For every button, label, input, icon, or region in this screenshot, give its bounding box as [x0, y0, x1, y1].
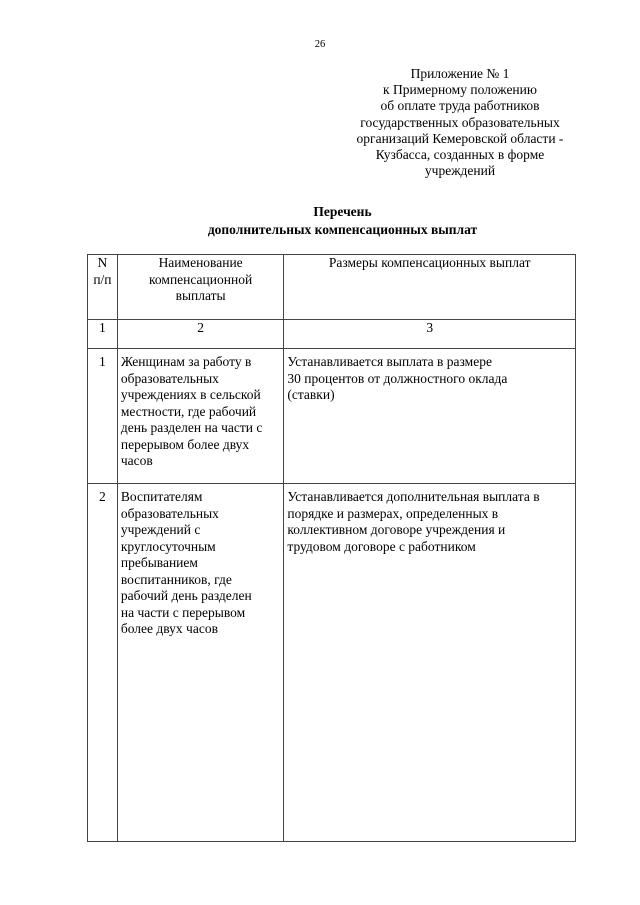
- column-number: 1: [88, 320, 118, 349]
- header-number: N п/п: [88, 255, 118, 320]
- appendix-line: государственных образовательных: [360, 114, 560, 130]
- page-number: 26: [314, 39, 326, 50]
- appendix-line: об оплате труда работников: [380, 98, 540, 114]
- table-row: [88, 484, 576, 842]
- payment-name: Воспитателям образовательных учреждений с круглосуточным пребыванием воспитанников, где рабочий день разделен на части с перерывом более двух часов: [117, 484, 284, 842]
- appendix-line: Приложение № 1: [410, 66, 510, 81]
- payment-name: Женщинам за работу в образовательных учреждениях в сельской местности, где рабочий день разделен на части с перерывом более двух часов: [117, 349, 284, 484]
- title-line-1: Перечень: [313, 204, 372, 219]
- title-line-2: дополнительных компенсационных выплат: [207, 222, 478, 237]
- table-header-row: [88, 255, 576, 320]
- appendix-line: Кузбасса, созданных в форме: [375, 147, 545, 163]
- payment-size: Устанавливается выплата в размере 30 процентов от должностного оклада (ставки): [284, 349, 576, 484]
- appendix-line: организаций Кемеровской области -: [356, 130, 564, 146]
- column-number: 3: [284, 320, 576, 349]
- table-row: [88, 349, 576, 484]
- column-number-row: [88, 320, 576, 349]
- row-number: 2: [88, 484, 118, 842]
- compensation-table: [87, 254, 576, 842]
- header-payment-name: Наименование компенсационной выплаты: [117, 255, 284, 320]
- appendix-heading: [330, 66, 590, 179]
- column-number: 2: [117, 320, 284, 349]
- payment-size: Устанавливается дополнительная выплата в порядке и размерах, определенных в коллективном договоре учреждения и трудовом договоре с работником: [284, 484, 576, 842]
- row-number: 1: [88, 349, 118, 484]
- appendix-line: к Примерному положению: [383, 82, 537, 98]
- appendix-line: учреждений: [424, 163, 496, 179]
- header-payment-size: Размеры компенсационных выплат: [284, 255, 576, 320]
- document-title: [90, 203, 595, 239]
